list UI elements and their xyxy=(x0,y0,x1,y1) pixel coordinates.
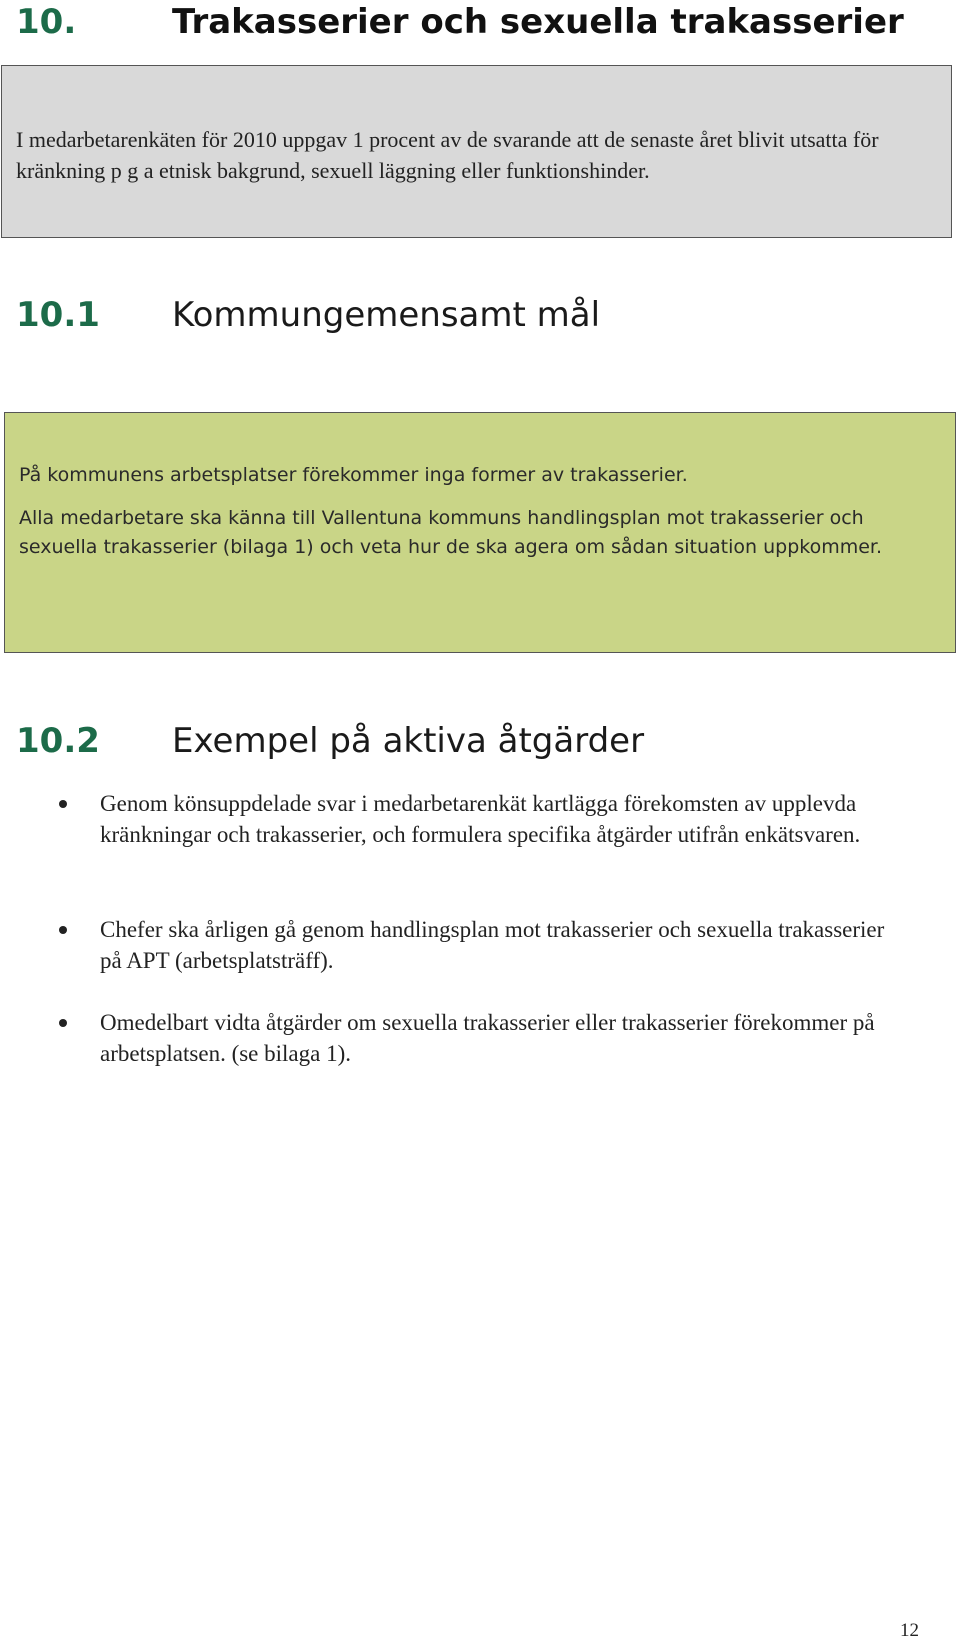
subsection-title: Kommungemensamt mål xyxy=(172,295,601,335)
list-item-text: Genom könsuppdelade svar i medarbetarenkät kartlägga förekomsten av upplevda kränkningar och trakasserier, och formulera specifika åtgärder utifrån enkätsvaren. xyxy=(100,791,861,847)
list-item-text: Chefer ska årligen gå genom handlingsplan mot trakasserier och sexuella trakasserier på APT (arbetsplatsträff). xyxy=(100,917,885,973)
bullet-icon xyxy=(59,1019,67,1027)
section-heading xyxy=(16,0,904,44)
subsection-number: 10.2 xyxy=(16,721,100,761)
bullet-icon xyxy=(59,800,67,808)
bullet-icon xyxy=(59,926,67,934)
subsection-title: Exempel på aktiva åtgärder xyxy=(172,721,645,761)
subsection-heading-actions xyxy=(16,719,644,763)
goal-box xyxy=(4,412,956,653)
section-title: Trakasserier och sexuella trakasserier xyxy=(172,2,904,42)
goal-paragraph-2: Alla medarbetare ska känna till Vallentuna kommuns handlingsplan mot trakasserier och sexuella trakasserier (bilaga 1) och veta hur de ska agera om sådan situation uppkommer. xyxy=(19,507,883,558)
subsection-heading-goal xyxy=(16,293,600,337)
subsection-number: 10.1 xyxy=(16,295,100,335)
section-number: 10. xyxy=(16,2,77,42)
list-item-text: Omedelbart vidta åtgärder om sexuella trakasserier eller trakasserier förekommer på arbetsplatsen. (se bilaga 1). xyxy=(100,1010,875,1066)
page-number: 12 xyxy=(900,1620,919,1641)
intro-text: I medarbetarenkäten för 2010 uppgav 1 procent av de svarande att de senaste året blivit utsatta för kränkning p g a etnisk bakgrund, sexuell läggning eller funktionshinder. xyxy=(16,127,879,183)
intro-box xyxy=(1,65,952,238)
goal-paragraph-1: På kommunens arbetsplatser förekommer inga former av trakasserier. xyxy=(19,464,688,486)
